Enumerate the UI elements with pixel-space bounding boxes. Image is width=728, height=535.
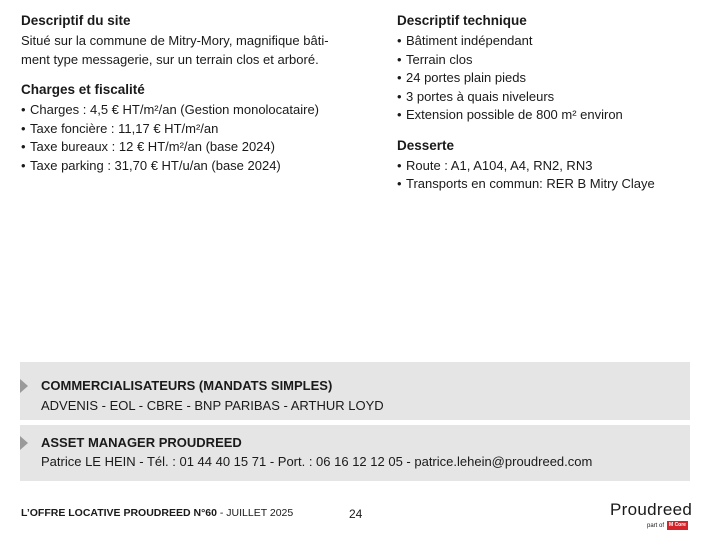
technical-description-title: Descriptif technique (397, 13, 527, 28)
technical-list (397, 32, 717, 125)
access-item: • Transports en commun: RER B Mitry Claye (397, 175, 717, 194)
technical-item: • Bâtiment indépendant (397, 32, 717, 51)
technical-item: • 24 portes plain pieds (397, 69, 717, 88)
asset-manager-title: ASSET MANAGER PROUDREED (41, 435, 242, 450)
right-column (397, 12, 717, 194)
mcore-logo-icon: M Core (669, 522, 686, 528)
brokers-band (20, 362, 690, 420)
site-description-title: Descriptif du site (21, 13, 131, 28)
access-list (397, 157, 717, 194)
technical-item: • Terrain clos (397, 51, 717, 70)
site-description-line-1: Situé sur la commune de Mitry-Mory, magnifique bâti- (21, 33, 329, 48)
site-description-line-2: ment type messagerie, sur un terrain clos et arboré. (21, 51, 319, 67)
asset-manager-band (20, 425, 690, 481)
left-column (21, 12, 371, 175)
charges-list (21, 101, 371, 175)
brokers-list: ADVENIS - EOL - CBRE - BNP PARIBAS - ARTHUR LOYD (41, 398, 384, 413)
access-item: • Route : A1, A104, A4, RN2, RN3 (397, 157, 717, 176)
publication-date: - JUILLET 2025 (216, 507, 294, 519)
arrow-marker-icon (20, 379, 28, 393)
publication-info (21, 507, 293, 519)
brokers-title: COMMERCIALISATEURS (MANDATS SIMPLES) (41, 378, 333, 393)
technical-item: • Extension possible de 800 m² environ (397, 106, 717, 125)
brand-logo: Proudreed (610, 500, 693, 519)
page-number: 24 (349, 507, 363, 521)
charges-item: • Taxe foncière : 11,17 € HT/m²/an (21, 120, 371, 139)
charges-title: Charges et fiscalité (21, 82, 145, 97)
charges-item: • Charges : 4,5 € HT/m²/an (Gestion monolocataire) (21, 101, 371, 120)
arrow-marker-icon (20, 436, 28, 450)
charges-item: • Taxe bureaux : 12 € HT/m²/an (base 2024) (21, 138, 371, 157)
publication-title: L’OFFRE LOCATIVE PROUDREED N°60 (21, 507, 217, 519)
access-title: Desserte (397, 137, 455, 153)
asset-manager-contact: Patrice LE HEIN - Tél. : 01 44 40 15 71 - Port. : 06 16 12 12 05 - patrice.lehein@proudreed.com (41, 454, 593, 469)
technical-item: • 3 portes à quais niveleurs (397, 88, 717, 107)
part-of-label: part of (647, 522, 665, 529)
charges-item: • Taxe parking : 31,70 € HT/u/an (base 2024) (21, 157, 371, 176)
group-affiliation (647, 521, 688, 530)
